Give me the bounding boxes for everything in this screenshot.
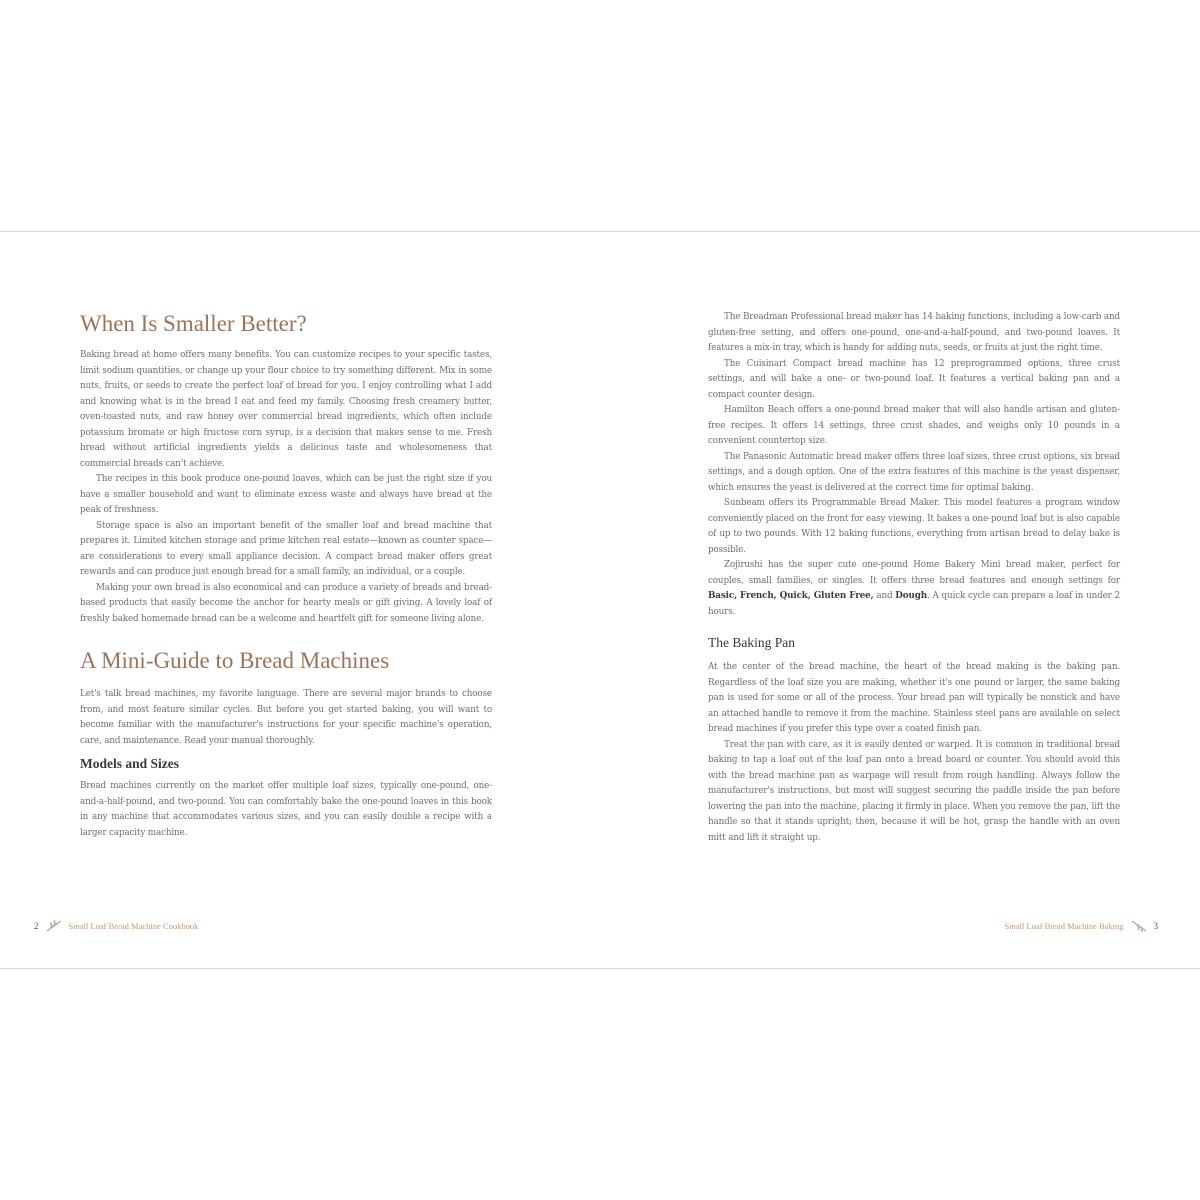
paragraph: Sunbeam offers its Programmable Bread Maker. This model features a program window conveniently placed on the front for easy viewing. It bakes a one-pound loaf but is also capable of up to two pounds. With 12 baking functions, everything from artisan bread to delay bake is possible.: [708, 498, 1120, 555]
paragraph-text: . A quick cycle can prepare a loaf in under 2 hours.: [708, 591, 1120, 617]
setting-dough: Dough: [895, 591, 927, 601]
paragraph: Let's talk bread machines, my favorite language. There are several major brands to choose from, and most feature similar cycles. But before you get started baking, you will want to become familiar with the manufacturer's instructions for your specific machine's operation, care, and maintenance. Read your manual thoroughly.: [80, 689, 492, 746]
paragraph: The Cuisinart Compact bread machine has 12 preprogrammed options, three crust settings, and will bake a one- or two-pound loaf. It features a vertical baking pan and a compact counter design.: [708, 358, 1120, 400]
heading-when-smaller-better: When Is Smaller Better?: [80, 311, 307, 336]
paragraph: Treat the pan with care, as it is easily dented or warped. It is common in traditional bread baking to tap a loaf out of the loaf pan onto a bread board or counter. You should avoid this with the bread machine pan as warpage will result from rough handling. Always follow the manufacturer's instructions, but most will suggest securing the paddle inside the pan before lowering the pan into the machine, placing it firmly in place. When you remove the pan, lift the handle so that it stands upright; then, because it will be hot, grasp the handle with an oven mitt and lift it straight up.: [708, 739, 1120, 843]
paragraph: Storage space is also an important benefit of the smaller loaf and bread machine that prepares it. Limited kitchen storage and prime kitchen real estate—known as counter space—are considerations to every small appliance decision. A compact bread maker offers great rewards and can produce just enough bread for a small family, an individual, or a couple.: [80, 520, 492, 577]
settings-list: Basic, French, Quick, Gluten Free,: [708, 591, 874, 601]
right-page: [600, 232, 1200, 968]
book-spread: [0, 231, 1200, 969]
wheat-sprig-icon: [1130, 919, 1148, 933]
paragraph-text: Zojirushi has the super cute one-pound Home Bakery Mini bread maker, perfect for couples, small families, or singles. It offers three bread features and enough settings for: [708, 560, 1120, 586]
subheading-models-sizes: Models and Sizes: [80, 756, 180, 771]
page-number: 3: [1153, 921, 1158, 931]
paragraph-text: and: [876, 591, 893, 601]
subheading-baking-pan: The Baking Pan: [708, 635, 795, 650]
paragraph: Making your own bread is also economical and can produce a variety of breads and bread-based products that easily become the anchor for hearty meals or gift giving. A lovely loaf of freshly baked homemade bread can be a welcome and heartfelt gift for someone living alone.: [80, 582, 492, 624]
left-column: [80, 310, 492, 841]
right-footer: [1005, 918, 1158, 934]
left-page: [0, 232, 600, 968]
right-column: [708, 310, 1120, 846]
page-number: 2: [34, 921, 39, 931]
wheat-sprig-icon: [45, 919, 63, 933]
paragraph: Hamilton Beach offers a one-pound bread maker that will also handle artisan and gluten-free recipes. It offers 14 settings, three crust shades, and weighs only 10 pounds in a convenient countertop size.: [708, 405, 1120, 446]
running-footer-title: Small Loaf Bread Machine Cookbook: [68, 921, 199, 931]
paragraph: The recipes in this book produce one-pound loaves, which can be just the right size if you have a smaller household and want to eliminate excess waste and always have bread at the peak of freshness.: [80, 474, 492, 515]
paragraph: At the center of the bread machine, the heart of the bread making is the baking pan. Regardless of the loaf size you are making, whether it's one pound or larger, the same baking pan is used for some or all of the process. Your bread pan will typically be nonstick and have an attached handle to remove it from the machine. Stainless steel pans are available on select bread machines if you prefer this type over a coated finish pan.: [708, 662, 1120, 734]
running-footer-title: Small Loaf Bread Machine Baking: [1004, 921, 1124, 931]
paragraph: The Panasonic Automatic bread maker offers three loaf sizes, three crust options, six bread settings, and a dough option. One of the extra features of this machine is the yeast dispenser, which ensures the yeast is delivered at the correct time for optimal baking.: [708, 451, 1120, 493]
heading-mini-guide: A Mini-Guide to Bread Machines: [80, 648, 390, 673]
left-footer: [34, 918, 198, 934]
paragraph-zojirushi: [708, 558, 1120, 620]
paragraph: Bread machines currently on the market offer multiple loaf sizes, typically one-pound, one-and-a-half-pound, and two-pound. You can comfortably bake the one-pound loaves in this book in any machine that accommodates various sizes, and you can easily double a recipe with a larger capacity machine.: [80, 781, 492, 838]
paragraph: The Breadman Professional bread maker has 14 baking functions, including a low-carb and gluten-free setting, and offers one-pound, one-and-a-half-pound, and two-pound loaves. It features a mix-in tray, which is handy for adding nuts, seeds, or fruits at just the right time.: [708, 312, 1120, 353]
paragraph: Baking bread at home offers many benefits. You can customize recipes to your specific tastes, limit sodium quantities, or change up your flour choice to try something different. Mix in some nuts, fruits, or seeds to create the perfect loaf of bread for you. I enjoy controlling what I add and knowing what is in the bread I eat and feed my family. Choosing fresh creamery butter, oven-toasted nuts, and raw honey over commercial bread ingredients, which often include potassium bromate or high fructose corn syrup, is a decision that makes sense to me. Fresh bread without artificial ingredients yields a delicious taste and wholesomeness that commercial breads can't achieve.: [80, 350, 492, 469]
